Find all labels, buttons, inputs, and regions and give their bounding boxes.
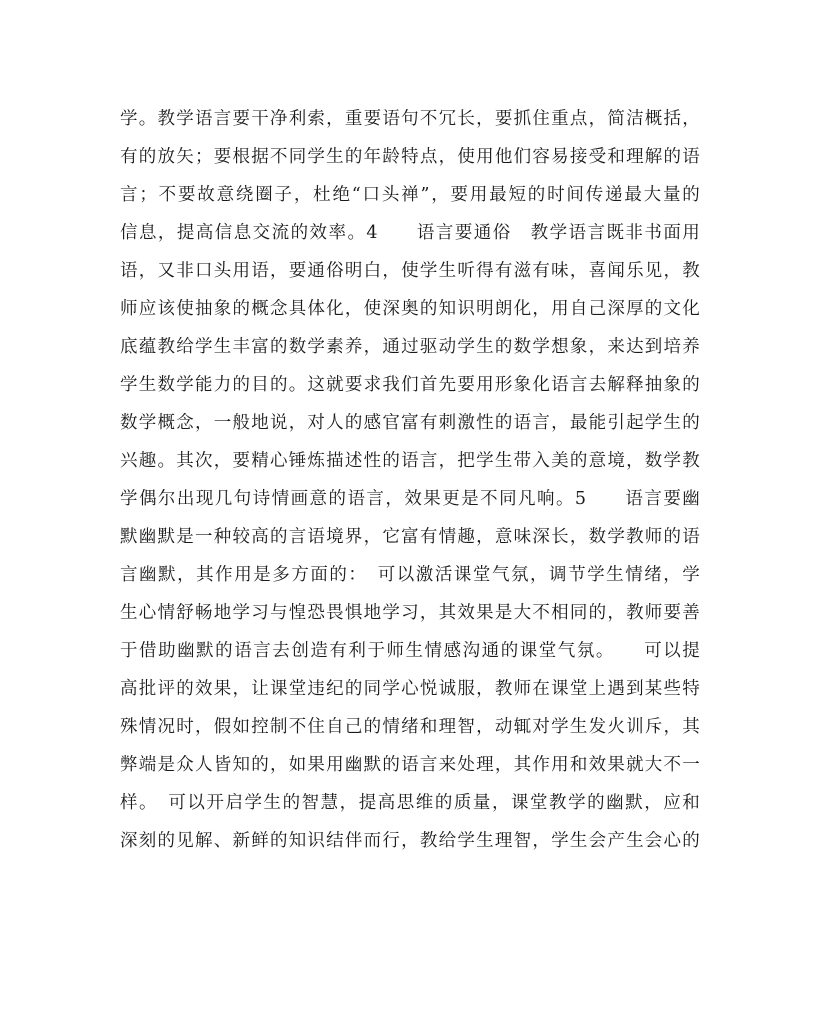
text-line-6: 师应该使抽象的概念具体化，使深奥的知识明朗化，用自己深厚的文化 (120, 299, 700, 319)
text-line-5: 语，又非口头用语，要通俗明白，使学生听得有滋有味，喜闻乐见，教 (120, 261, 700, 281)
text-line-19: 样。 可以开启学生的智慧，提高思维的质量，课堂教学的幽默，应和 (120, 793, 700, 813)
text-line-20: 深刻的见解、新鲜的知识结伴而行，教给学生理智，学生会产生会心的 (120, 831, 700, 851)
text-line-12: 默幽默是一种较高的言语境界，它富有情趣，意味深长，数学教师的语 (120, 527, 700, 547)
text-line-7: 底蕴教给学生丰富的数学素养，通过驱动学生的数学想象，来达到培养 (120, 337, 700, 357)
text-line-2: 有的放矢；要根据不同学生的年龄特点，使用他们容易接受和理解的语 (120, 147, 700, 167)
text-line-17: 殊情况时，假如控制不住自己的情绪和理智，动辄对学生发火训斥，其 (120, 717, 700, 737)
text-line-15: 于借助幽默的语言去创造有利于师生情感沟通的课堂气氛。 可以提 (120, 641, 700, 661)
text-line-18: 弊端是众人皆知的，如果用幽默的语言来处理，其作用和效果就大不一 (120, 755, 700, 775)
text-line-4: 信息，提高信息交流的效率。4 语言要通俗 教学语言既非书面用 (120, 223, 700, 243)
text-line-11: 学偶尔出现几句诗情画意的语言，效果更是不同凡响。5 语言要幽 (120, 489, 700, 509)
text-line-14: 生心情舒畅地学习与惶恐畏惧地学习，其效果是大不相同的，教师要善 (120, 603, 700, 623)
text-line-9: 数学概念，一般地说，对人的感官富有刺激性的语言，最能引起学生的 (120, 413, 700, 433)
text-line-8: 学生数学能力的目的。这就要求我们首先要用形象化语言去解释抽象的 (120, 375, 700, 395)
text-line-3: 言；不要故意绕圈子，杜绝“口头禅”，要用最短的时间传递最大量的 (120, 185, 700, 205)
text-line-10: 兴趣。其次，要精心锤炼描述性的语言，把学生带入美的意境，数学教 (120, 451, 700, 471)
text-line-13: 言幽默，其作用是多方面的： 可以激活课堂气氛，调节学生情绪，学 (120, 565, 700, 585)
text-line-16: 高批评的效果，让课堂违纪的同学心悦诚服，教师在课堂上遇到某些特 (120, 679, 700, 699)
body-text (120, 100, 700, 860)
text-line-1: 学。教学语言要干净利索，重要语句不冗长，要抓住重点，简洁概括， (120, 109, 700, 129)
